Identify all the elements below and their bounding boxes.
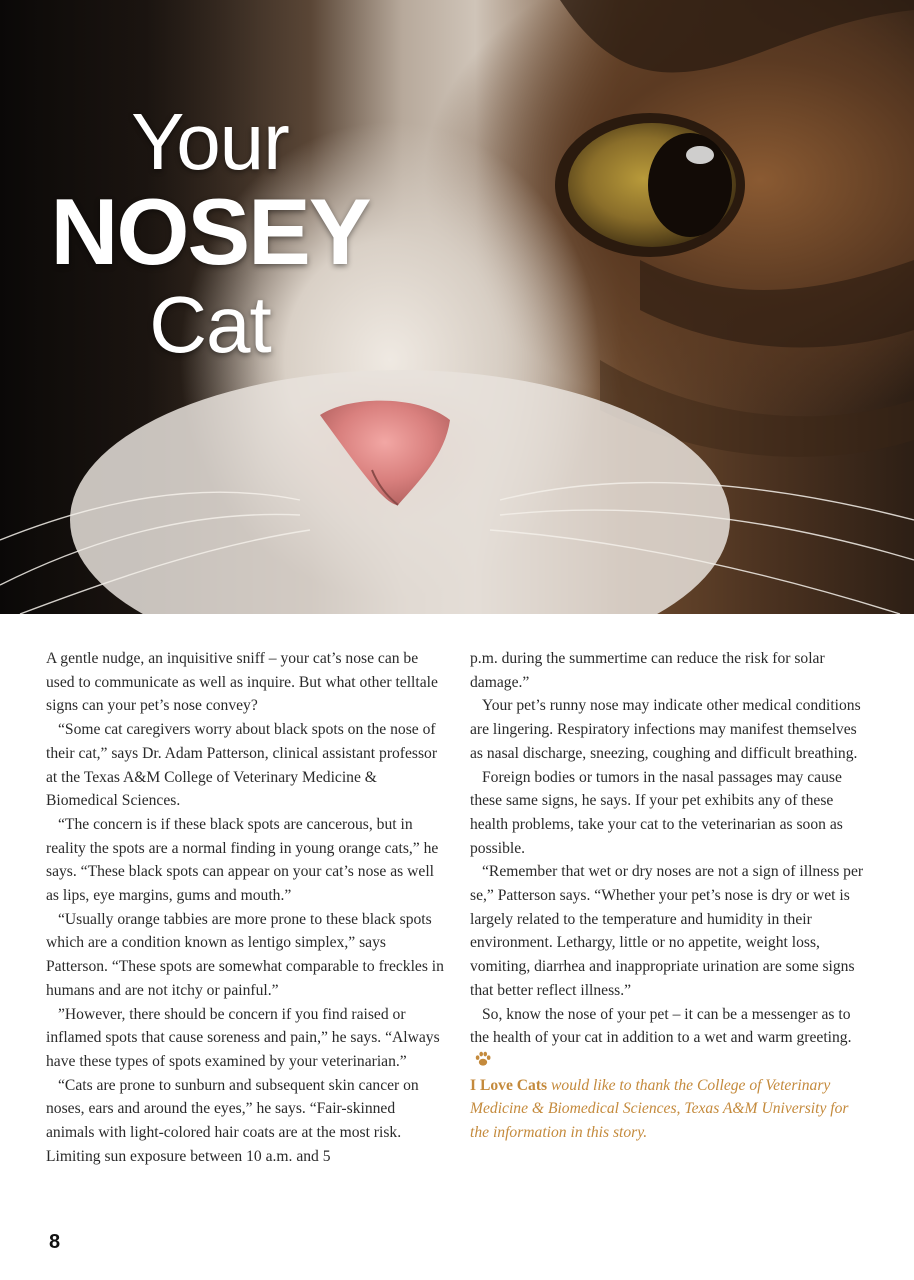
headline-line-3: Cat: [149, 280, 271, 369]
paragraph: Foreign bodies or tumors in the nasal passages may cause these same signs, he says. If your pet exhibits any of these health problems, take your cat to the veterinarian as soon as possible.: [470, 768, 843, 857]
closing-paragraph: [470, 1003, 868, 1074]
hero-photo: [0, 0, 914, 614]
paragraph: “Some cat caregivers worry about black spots on the nose of their cat,” says Dr. Adam Patterson, clinical assistant professor at the Texas A&M College of Veterinary Medicine & Biomedical Sciences.: [46, 721, 438, 810]
headline-line-2: NOSEY: [50, 179, 370, 284]
headline: [40, 97, 380, 370]
paragraph: “Remember that wet or dry noses are not a sign of illness per se,” Patterson says. “Whether your pet’s nose is dry or wet is largely related to the temperature and humidity in their environment. Lethargy, little or no appetite, weight loss, vomiting, diarrhea and inappropriate urination are some signs that better reflect illness.”: [470, 863, 864, 999]
headline-line-1: Your: [131, 97, 289, 186]
credit-brand: I Love Cats: [470, 1076, 548, 1094]
closing-text: So, know the nose of your pet – it can be a messenger as to the health of your cat in addition to a wet and warm greeting.: [470, 1005, 852, 1047]
page-number: 8: [49, 1231, 61, 1253]
article-column-left: [46, 647, 444, 1168]
paragraph: “The concern is if these black spots are cancerous, but in reality the spots are a normal finding in young orange cats,” he says. “These black spots can appear on your cat’s nose as well as lips, eye margins, gums and mouth.”: [46, 815, 439, 905]
article-column-right: [470, 647, 868, 1145]
paragraph: Your pet’s runny nose may indicate other medical conditions are lingering. Respiratory infections may manifest themselves as nasal discharge, sneezing, coughing and difficult breathing.: [470, 697, 861, 762]
paragraph: A gentle nudge, an inquisitive sniff – your cat’s nose can be used to communicate as well as inquire. But what other telltale signs can your pet’s nose convey?: [46, 650, 438, 715]
paw-print-icon: [474, 1050, 492, 1068]
paragraph: “Cats are prone to sunburn and subsequent skin cancer on noses, ears and around the eyes,” he says. “Fair-skinned animals with light-colored hair coats are at the most risk. Limiting sun exposure between 10 a.m. and 5: [46, 1076, 419, 1165]
paragraph-continuation: p.m. during the summertime can reduce the risk for solar damage.”: [470, 650, 825, 691]
credit-text: would like to thank the College of Veterinary Medicine & Biomedical Sciences, Texas A&M University for the information in this story.: [470, 1076, 849, 1142]
credit-note: [470, 1074, 868, 1145]
paragraph: “Usually orange tabbies are more prone to these black spots which are a condition known as lentigo simplex,” says Patterson. “These spots are somewhat comparable to freckles in humans and are not itchy or painful.”: [46, 910, 444, 999]
paragraph: ”However, there should be concern if you find raised or inflamed spots that cause soreness and pain,” he says. “Always have these types of spots examined by your veterinarian.”: [46, 1005, 440, 1070]
